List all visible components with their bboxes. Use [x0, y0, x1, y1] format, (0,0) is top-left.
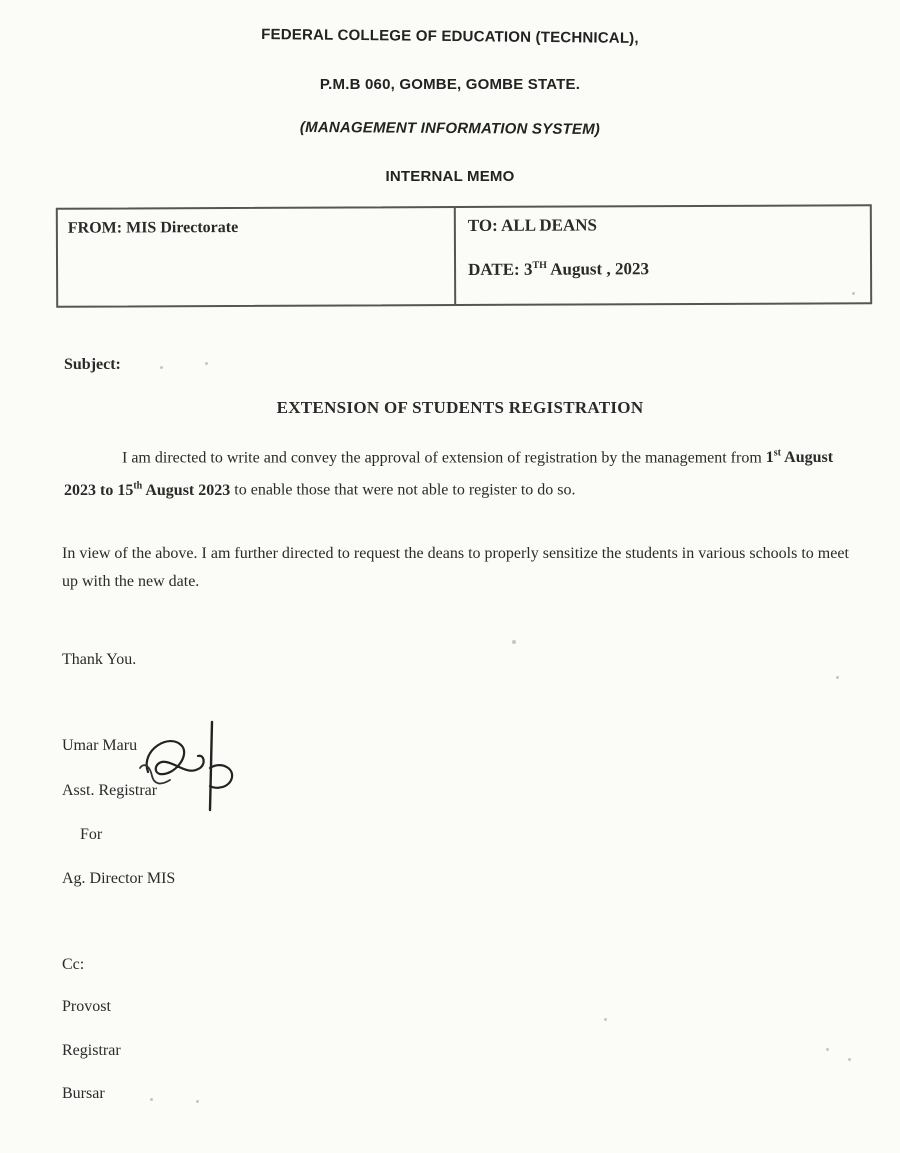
memo-to: TO: ALL DEANS	[467, 215, 598, 235]
p1-date-end: August 2023	[142, 481, 231, 499]
date-prefix: DATE: 3	[468, 259, 533, 279]
date-sup: TH	[532, 259, 547, 272]
subject-label: Subject:	[64, 356, 121, 373]
scan-speck	[848, 1058, 851, 1061]
signatory-name: Umar Maru	[62, 737, 138, 754]
memo-header-table	[56, 204, 872, 308]
p1-date-end-sup: th	[133, 480, 143, 492]
cc-recipient: Provost	[62, 998, 111, 1015]
p1-text-c: to enable those that were not able to register to do so.	[230, 481, 576, 499]
scan-speck	[826, 1048, 829, 1051]
p1-date-start-day: 1	[765, 449, 774, 467]
scan-speck	[852, 292, 855, 295]
memo-title: EXTENSION OF STUDENTS REGISTRATION	[276, 398, 644, 417]
p1-date-mid: August 2023 to 15	[64, 449, 834, 499]
p1-date-start-sup: st	[773, 448, 782, 459]
body-paragraph-2: In view of the above. I am further directed to request the deans to properly sensitize the students in various schools to meet up with the new date.	[62, 545, 849, 590]
scan-speck	[604, 1018, 607, 1021]
scan-speck	[205, 362, 208, 365]
signatory-on-behalf: Ag. Director MIS	[62, 870, 176, 887]
memo-date	[468, 259, 649, 280]
scan-speck	[150, 1098, 153, 1101]
handwritten-signature	[130, 710, 250, 820]
memo-from: FROM: MIS Directorate	[67, 218, 239, 237]
body-paragraph-1	[64, 440, 844, 505]
scan-speck	[512, 640, 516, 644]
date-suffix: August , 2023	[546, 259, 649, 279]
scan-speck	[160, 366, 163, 369]
closing: Thank You.	[62, 651, 137, 668]
signatory-for: For	[80, 826, 103, 843]
cc-recipient: Registrar	[62, 1042, 121, 1059]
memo-type: INTERNAL MEMO	[385, 168, 515, 185]
department-name: (MANAGEMENT INFORMATION SYSTEM)	[299, 118, 601, 139]
p1-text-a: I am directed to write and convey the approval of extension of registration by the management from	[122, 449, 766, 467]
scan-speck	[836, 676, 839, 679]
cc-label: Cc:	[62, 956, 85, 973]
cc-recipient: Bursar	[62, 1085, 105, 1102]
scan-speck	[196, 1100, 199, 1103]
institution-address: P.M.B 060, GOMBE, GOMBE STATE.	[319, 76, 581, 93]
institution-name: FEDERAL COLLEGE OF EDUCATION (TECHNICAL),	[261, 26, 639, 47]
signatory-title: Asst. Registrar	[62, 782, 158, 799]
